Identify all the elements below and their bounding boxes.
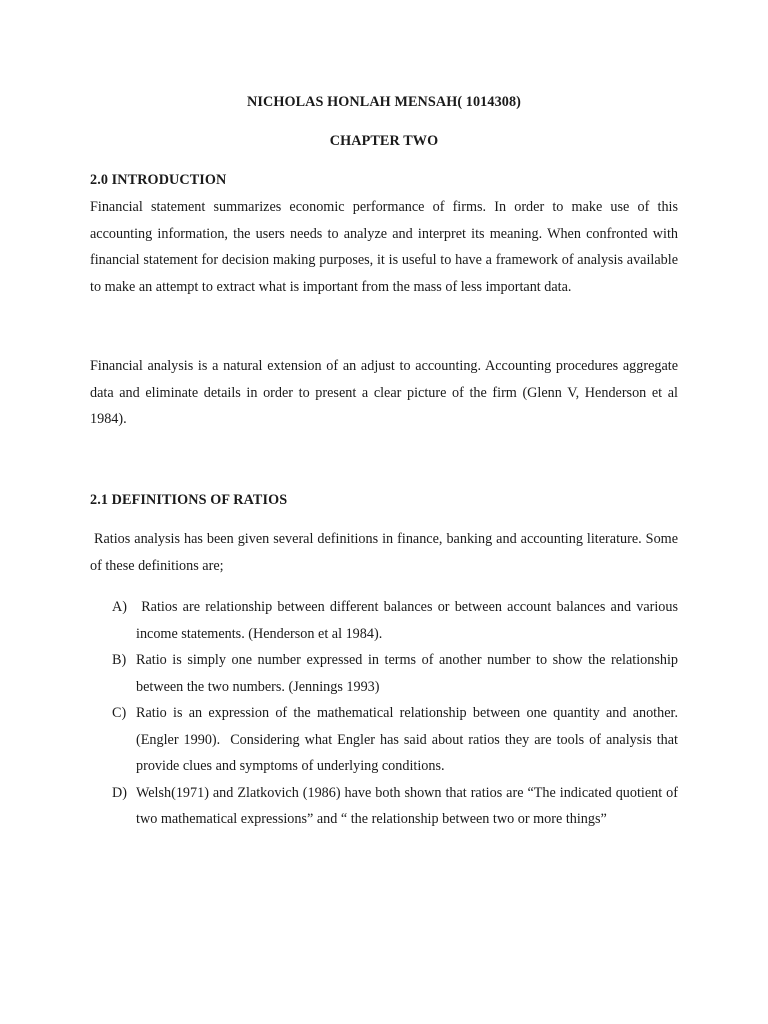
list-item-text: Welsh(1971) and Zlatkovich (1986) have both shown that ratios are “The indicated quotient of two mathematical expressions” and “ the relationship between two or more things”: [136, 784, 678, 827]
definitions-list: [90, 594, 682, 833]
author-line: NICHOLAS HONLAH MENSAH( 1014308): [247, 94, 521, 110]
intro-paragraph-1: Financial statement summarizes economic performance of firms. In order to make use of this accounting information, the users needs to analyze and interpret its meaning. When confronted with financial statement for decision making purposes, it is useful to have a framework of analysis available to make an attempt to extract what is important from the mass of less important data.: [90, 199, 678, 295]
list-marker: B): [112, 652, 127, 668]
list-item: [90, 780, 678, 833]
list-item-text: Ratios are relationship between different balances or between account balances and various income statements. (Henderson et al 1984).: [136, 599, 682, 642]
section-heading-definitions: 2.1 DEFINITIONS OF RATIOS: [90, 492, 288, 508]
intro-paragraph-2: Financial analysis is a natural extension of an adjust to accounting. Accounting procedures aggregate data and eliminate details in order to present a clear picture of the firm (Glenn V, Henderson et al 1984).: [90, 358, 678, 427]
list-marker: C): [112, 705, 127, 721]
list-item: [90, 594, 682, 647]
list-marker: A): [112, 599, 127, 615]
chapter-title: CHAPTER TWO: [329, 133, 439, 149]
list-item-text: Ratio is simply one number expressed in terms of another number to show the relationship between the two numbers. (Jennings 1993): [136, 652, 678, 695]
list-marker: D): [112, 784, 127, 801]
list-item: [90, 647, 678, 700]
section-heading-introduction: 2.0 INTRODUCTION: [90, 172, 227, 188]
list-item: [90, 700, 682, 780]
list-item-text: Ratio is an expression of the mathematical relationship between one quantity and another. (Engler 1990). Considering what Engler has said about ratios they are tools of analysis that provide clues and symptoms of underlying conditions.: [136, 705, 682, 774]
definitions-intro-paragraph: Ratios analysis has been given several definitions in finance, banking and accounting literature. Some of these definitions are;: [90, 531, 682, 574]
